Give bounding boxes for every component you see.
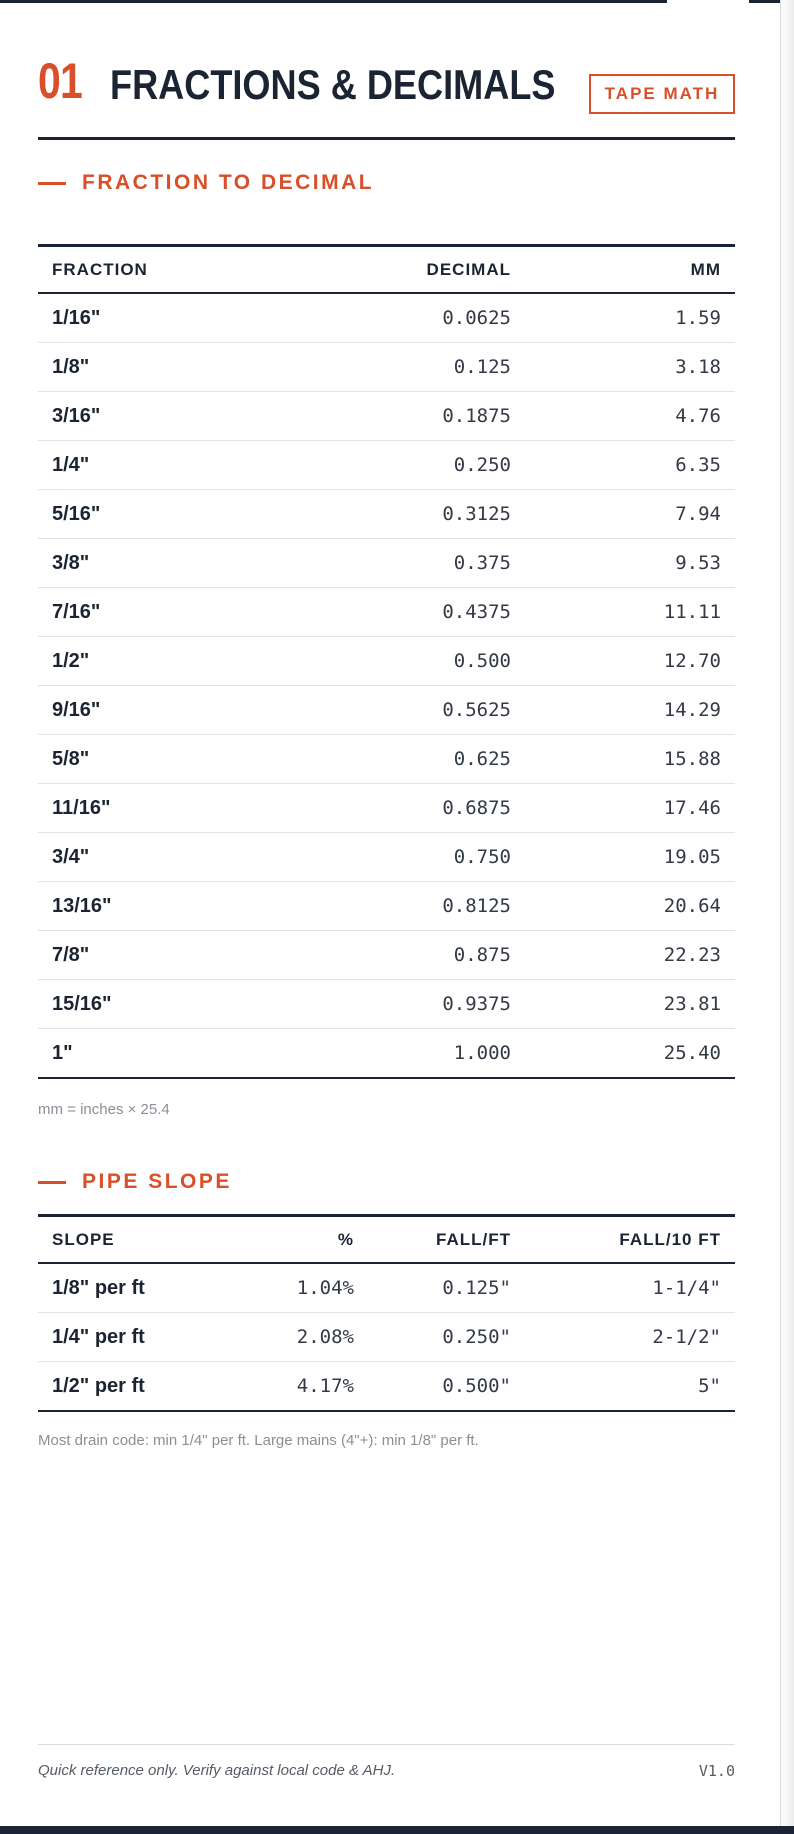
percent-cell: 2.08% — [238, 1313, 368, 1362]
fraction-cell: 1/2" — [38, 637, 238, 686]
decimal-cell: 0.625 — [238, 735, 525, 784]
fall-per-10ft-cell: 5" — [525, 1362, 735, 1412]
fraction-section-title: FRACTION TO DECIMAL — [82, 171, 375, 194]
fraction-cell: 1/16" — [38, 293, 238, 343]
table-row — [38, 588, 735, 637]
decimal-cell: 0.6875 — [238, 784, 525, 833]
table-row — [38, 833, 735, 882]
fall-per-10ft-cell: 1-1/4" — [525, 1263, 735, 1313]
table-row — [38, 1263, 735, 1313]
mm-cell: 19.05 — [525, 833, 735, 882]
table-row — [38, 1029, 735, 1079]
decimal-cell: 0.500 — [238, 637, 525, 686]
column-header-percent: % — [238, 1216, 368, 1264]
slope-table — [38, 1214, 735, 1412]
bottom-border — [0, 1826, 794, 1834]
decimal-cell: 0.875 — [238, 931, 525, 980]
table-row — [38, 784, 735, 833]
fraction-note: mm = inches × 25.4 — [38, 1101, 170, 1118]
section-number: 01 — [38, 53, 82, 109]
fraction-cell: 11/16" — [38, 784, 238, 833]
mm-cell: 17.46 — [525, 784, 735, 833]
top-border-gap — [667, 0, 749, 4]
page-header — [38, 50, 735, 140]
mm-cell: 6.35 — [525, 441, 735, 490]
table-row — [38, 931, 735, 980]
decimal-cell: 0.250 — [238, 441, 525, 490]
percent-cell: 4.17% — [238, 1362, 368, 1412]
column-header-fall-per-ft: FALL/FT — [368, 1216, 525, 1264]
table-row — [38, 490, 735, 539]
fraction-cell: 1/8" — [38, 343, 238, 392]
column-header-mm: MM — [525, 246, 735, 294]
column-header-fall-per-10ft: FALL/10 FT — [525, 1216, 735, 1264]
mm-cell: 12.70 — [525, 637, 735, 686]
slope-table-header — [38, 1216, 735, 1264]
table-row — [38, 343, 735, 392]
fraction-cell: 3/16" — [38, 392, 238, 441]
fraction-cell: 7/16" — [38, 588, 238, 637]
fraction-cell: 5/16" — [38, 490, 238, 539]
page-edge-line — [780, 0, 781, 1826]
decimal-cell: 0.125 — [238, 343, 525, 392]
table-row — [38, 293, 735, 343]
footer-disclaimer: Quick reference only. Verify against local code & AHJ. — [38, 1762, 396, 1779]
fraction-cell: 3/8" — [38, 539, 238, 588]
table-row — [38, 1362, 735, 1412]
fraction-cell: 3/4" — [38, 833, 238, 882]
fall-per-ft-cell: 0.250" — [368, 1313, 525, 1362]
table-row — [38, 637, 735, 686]
decimal-cell: 0.750 — [238, 833, 525, 882]
table-row — [38, 882, 735, 931]
fraction-cell: 5/8" — [38, 735, 238, 784]
table-row — [38, 735, 735, 784]
fraction-cell: 1" — [38, 1029, 238, 1079]
slope-section-title: PIPE SLOPE — [82, 1170, 232, 1193]
mm-cell: 20.64 — [525, 882, 735, 931]
dash-icon — [38, 1181, 66, 1184]
decimal-cell: 0.1875 — [238, 392, 525, 441]
dash-icon — [38, 182, 66, 185]
mm-cell: 7.94 — [525, 490, 735, 539]
decimal-cell: 0.3125 — [238, 490, 525, 539]
column-header-fraction: FRACTION — [38, 246, 238, 294]
fall-per-10ft-cell: 2-1/2" — [525, 1313, 735, 1362]
slope-cell: 1/4" per ft — [38, 1313, 238, 1362]
table-row — [38, 686, 735, 735]
mm-cell: 22.23 — [525, 931, 735, 980]
fraction-section-heading — [38, 171, 374, 195]
mm-cell: 11.11 — [525, 588, 735, 637]
mm-cell: 3.18 — [525, 343, 735, 392]
decimal-cell: 0.375 — [238, 539, 525, 588]
mm-cell: 23.81 — [525, 980, 735, 1029]
fraction-cell: 1/4" — [38, 441, 238, 490]
version-label: V1.0 — [698, 1762, 735, 1780]
decimal-cell: 0.5625 — [238, 686, 525, 735]
mm-cell: 25.40 — [525, 1029, 735, 1079]
column-header-decimal: DECIMAL — [238, 246, 525, 294]
page-title: FRACTIONS & DECIMALS — [110, 61, 556, 108]
decimal-cell: 1.000 — [238, 1029, 525, 1079]
mm-cell: 15.88 — [525, 735, 735, 784]
table-row — [38, 980, 735, 1029]
mm-cell: 4.76 — [525, 392, 735, 441]
column-header-slope: SLOPE — [38, 1216, 238, 1264]
table-row — [38, 392, 735, 441]
category-badge: TAPE MATH — [589, 74, 735, 114]
mm-cell: 1.59 — [525, 293, 735, 343]
fraction-cell: 13/16" — [38, 882, 238, 931]
table-row — [38, 1313, 735, 1362]
fraction-table — [38, 244, 735, 1079]
fraction-cell: 7/8" — [38, 931, 238, 980]
fraction-cell: 15/16" — [38, 980, 238, 1029]
table-row — [38, 441, 735, 490]
percent-cell: 1.04% — [238, 1263, 368, 1313]
page-edge-shadow — [780, 0, 794, 1826]
decimal-cell: 0.0625 — [238, 293, 525, 343]
mm-cell: 14.29 — [525, 686, 735, 735]
fraction-cell: 9/16" — [38, 686, 238, 735]
decimal-cell: 0.8125 — [238, 882, 525, 931]
slope-section-heading — [38, 1170, 232, 1194]
fall-per-ft-cell: 0.125" — [368, 1263, 525, 1313]
decimal-cell: 0.9375 — [238, 980, 525, 1029]
slope-note: Most drain code: min 1/4" per ft. Large mains (4"+): min 1/8" per ft. — [38, 1432, 479, 1449]
slope-cell: 1/8" per ft — [38, 1263, 238, 1313]
footer-divider — [38, 1744, 735, 1745]
fraction-table-header — [38, 246, 735, 294]
mm-cell: 9.53 — [525, 539, 735, 588]
table-row — [38, 539, 735, 588]
slope-cell: 1/2" per ft — [38, 1362, 238, 1412]
fall-per-ft-cell: 0.500" — [368, 1362, 525, 1412]
decimal-cell: 0.4375 — [238, 588, 525, 637]
